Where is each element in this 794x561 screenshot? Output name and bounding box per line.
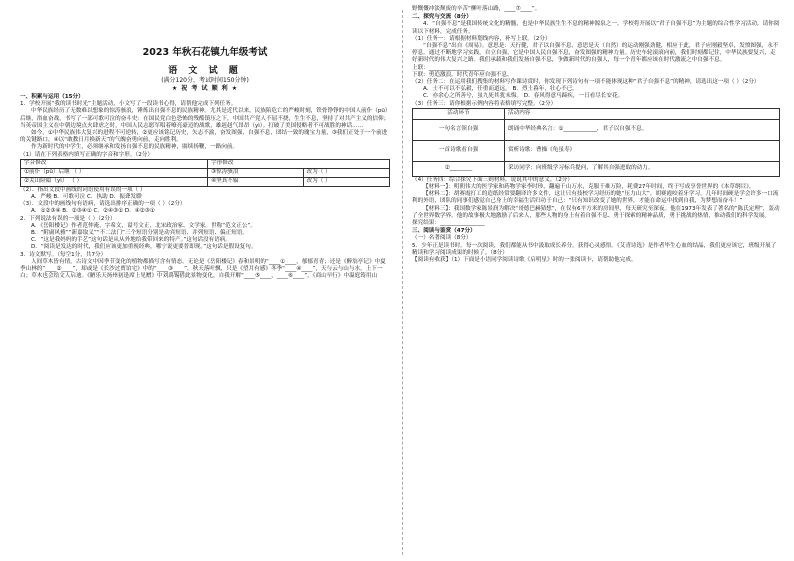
- question-3: 3．诗文默写。（每空1分，共7分）: [20, 251, 107, 258]
- left-column: [20, 6, 390, 280]
- answer-cell[interactable]: ②________: [413, 161, 505, 176]
- table-cell: ④坚真不辐: [208, 177, 303, 186]
- option-d: D．“阅读是发达的时代，我们应该更加重视经典，哪宁说更要普即现。”这句话是假设复句。: [31, 244, 257, 251]
- table-cell: ①前仆（pū）后继 （ ）: [21, 168, 208, 177]
- material-3: 【材料三】：我国数学家陈景润为解决“哥德巴赫猜想”，在仅有6平方米的房间里，每天研究至深夜。他在1973年发表了著名的“陈氏定理”，轰动了全世界数学界。他的故事极大地激励了后来人，那些人物的身上有着自强不息、勇于探索的精神品质，勇于挑战的热情，推动我们的科学发展。: [412, 205, 780, 219]
- result-blank[interactable]: 探究结果：________________: [412, 220, 485, 227]
- question-3-text: 人间草木皆有情，古诗文中因季节变化的植物都描写含有情态。无论是《岳阳楼记》春和景明的“____①____，郁郁青青；还是《醉翁亭记》中夏季山林的“____②____”，却或是《长沙过贾谊宅》中的“____③____”，秋天落叶飘，只是《望月有感》冬季“____④____”，天与云与山与水，上下一白；草木也会给文人启迪。《陋乐天扬州初逢席上见赠》中刘禹锡借此景物变化，自我开解“____⑤____，____⑥____”，《商山早行》中温庭筠用山: [20, 258, 386, 280]
- passage-paragraph: 作为新时代的中学生，必须继承和发扬自强不息的民族精神，赓续扬鞭，一路向前。: [31, 144, 238, 151]
- question-1-2: （2）．指出文段中画线的词语使用有误的一项（ ）: [20, 186, 146, 193]
- option-a: A．《岳阳楼记》作者范仲淹，字希文，谥号文正，北宋政治家、文学家。世称“范文正公”。: [31, 222, 256, 229]
- option-c: C．“这是我妈妈的手艺”这句话是从从外地给我带回来的特产。”这句话没有语病。: [31, 237, 231, 244]
- right-column: [412, 6, 780, 264]
- exam-title: 2023 年秋石花镇九年级考试: [142, 47, 268, 58]
- upper-couplet-blank[interactable]: 上联：____________________: [412, 64, 485, 71]
- section-1-heading: 一、积累与运用（15分）: [20, 94, 84, 100]
- table-cell: 赏析诗歌：曹操《龟虽寿》: [505, 140, 780, 161]
- table-cell: 一首诗歌看自强: [413, 140, 505, 161]
- table-header: 字形修改: [208, 159, 390, 168]
- options-ab: A．士不可以不弘毅，任重而道远。 B．烈士暮年，壮心不已。: [423, 86, 578, 93]
- passage-paragraph: 中华民族经历了无数难以想象的惊涛骇浪，锤炼出自强不息的民族精神。尤其是近代以来，民族陷危亡的严峻时刻，铁骨铮铮的中国人前仆（pū）后继，浴血奋战，书写了一部可歌可泣的奋斗史：在国民党白色恐怖的残酷镇压之下，中国共产党人不屈不挠，生生不息，坚持了对共产主义的信仰；当英帝国主义在中朝边境点火肆虐之时，中国人民志愿军唱着嘹亮豪迈的战歌，雄赳赳气昂昂（yì）。打破了美国侵略者不可战胜的神话……: [20, 108, 390, 129]
- options: A．①②③④ B．②③④① C．②④③① D．④②③①: [31, 208, 155, 215]
- material-1: 【材料一】：明朝伟大的医学家和药物学家李时珍，翻遍千山万水，克服千难万险，耗费27年时间，终于写成享誉世界的《本草纲目》。: [423, 184, 755, 191]
- question-1-1: （1）请在下列表格内填写正确的字音和字形。（2分）: [20, 151, 153, 158]
- question-4-3: （3）任务三：请你根据示例内容将表格填写完整。（2分）: [412, 100, 557, 107]
- question-1: 1．学校开展“我的读书时光”主题活动，小文写了一段读书心得，请帮他完成下列任务。: [20, 101, 237, 108]
- answer-cell[interactable]: 朗诵中华经典名言：①____________，君子以自强不息。: [505, 119, 780, 140]
- question-4-4: （4）任务四：综合探究下面三则材料，说说其中的意义。（2分）: [412, 176, 573, 183]
- table-cell: 一句名言领自强: [413, 119, 505, 140]
- table-header: 活动环节: [413, 108, 505, 119]
- section-3-1-heading: （一）名著阅读（8分）: [412, 235, 472, 242]
- section-3-heading: 三、阅读与鉴赏（47分）: [412, 228, 476, 235]
- option-b: B．“附庸风雅”“新嘉取义”“不二法门”三个短语分别是动宾短语、并列短语、偏正短语。: [31, 230, 249, 237]
- section-2-heading: 二、探究与交流（8分）: [412, 14, 472, 21]
- question-4-2: （2）任务二：在运用我们搜集的材料写作课诗赏时，你发现下列诗句有一项不能体现这种“君子自强不息”的精神，请选出这一项（ ）（2分）: [412, 79, 760, 86]
- table-header: 字音修改: [21, 159, 208, 168]
- answer-cell[interactable]: 改为（ ）: [303, 168, 389, 177]
- material-2: 【材料二】：胡赛霞打工的造纸经常要翻译许多文件，这让只有技校学习经历的她“压力山大”。胡赛霞咬着牙学习，几年时间硬是学会许多一口流利的外语，团队的同事们感觉自己身上的幸福生活归功于自己：“只有知识改变了她的世界，才能在命运中找到自我，为梦想而奋斗！”: [412, 191, 779, 205]
- question-5-1: 【阅读有收获】（1）下面是小语同学阅读诗歌《启明星》时的一张阅读卡，请帮助他完成。: [412, 257, 637, 264]
- question-3-end: 野慨慨冲淡颓废的辛苦“柳叶落山路，____⑦____”。: [412, 6, 541, 12]
- score-info: (满分120分，考试时间150分钟): [161, 77, 249, 84]
- column-divider: [402, 10, 403, 555]
- lower-couplet: 下联：勇追激浪，时代青年应自强不息。: [412, 71, 513, 78]
- task1-material: “自强不息”出自《周易》。意思是：天行健，君子以自强不息，意思是天（自然）的运动刚强劲健，相应于此，君子应刚毅坚卓，发愤图强，永不停息。通过不断地学习实践，自立自强。它是中国人民自强不息，奋发图强的精神力量。历史车轮滚滚向前，我们时刻都记住，中华民族要复兴，走好新时代的伟大复兴之路。我们承载和我们发扬自强不息，争做新时代的自强人，每一个青年都应该在时代激流之中自强不息。: [412, 43, 779, 64]
- question-2: 2．下列说法有误的一项是（ ）（2分）: [20, 215, 116, 222]
- table-cell: ②关山险隘（yì） （ ）: [21, 177, 208, 186]
- activity-table: [412, 108, 780, 177]
- exam-subject: 语 文 试 题: [168, 66, 242, 76]
- options: A．严峻 B．可歌可泣 C．执助 D．振聋发聩: [31, 194, 142, 201]
- good-luck-note: ★ 祝 考 试 顺 利 ★: [171, 85, 239, 92]
- answer-cell[interactable]: 改为（ ）: [303, 177, 389, 186]
- table-cell: 采访同学：向班级学习标兵提问，了解其自强进取的动力。: [505, 161, 780, 176]
- question-4: 4．“自强不息”是我国传统文化的精髓，也是中华民族生生不息的精神源泉之一。学校将开展以“君子自强不息”为主题的综合性学习活动，请你阅读以下材料，完成任务。: [412, 21, 780, 35]
- table-cell: ③惊涛骇浪: [208, 168, 303, 177]
- passage-paragraph: 如今，①中华民族伟大复兴的进程不可逆转，②更应该铭记历史，矢志不渝，奋发图强，自强不息，团结一致的瑰宝力量，③我们正处于一个前进的关键路口，④以“敢教日月换新天”的气魄奋勇向前，走向胜利。: [20, 130, 388, 144]
- question-1-3: （3）．文段中的画线句有语病，请选出排序正确的一项（ ）（2分）: [20, 201, 186, 208]
- question-5: 5．少年正是读书时。每一次阅读，我们都能从书中汲取成长养分，获得心灵感悟。《艾青诗选》是作者毕生心血的结晶，我们更应该它，班级开展了精读和学习阅读成果的时候了。（8分）: [412, 242, 777, 256]
- options-cd: C．亦余心之所善兮，虽九死其犹未悔。 D．春风得意马蹄疾，一日看尽长安花。: [423, 93, 624, 100]
- question-4-1: （1）任务一：请根据材料划线内容，补写上联。（2分）: [412, 35, 551, 42]
- table-header: 活动内容: [505, 108, 780, 119]
- pronunciation-table: [20, 159, 390, 187]
